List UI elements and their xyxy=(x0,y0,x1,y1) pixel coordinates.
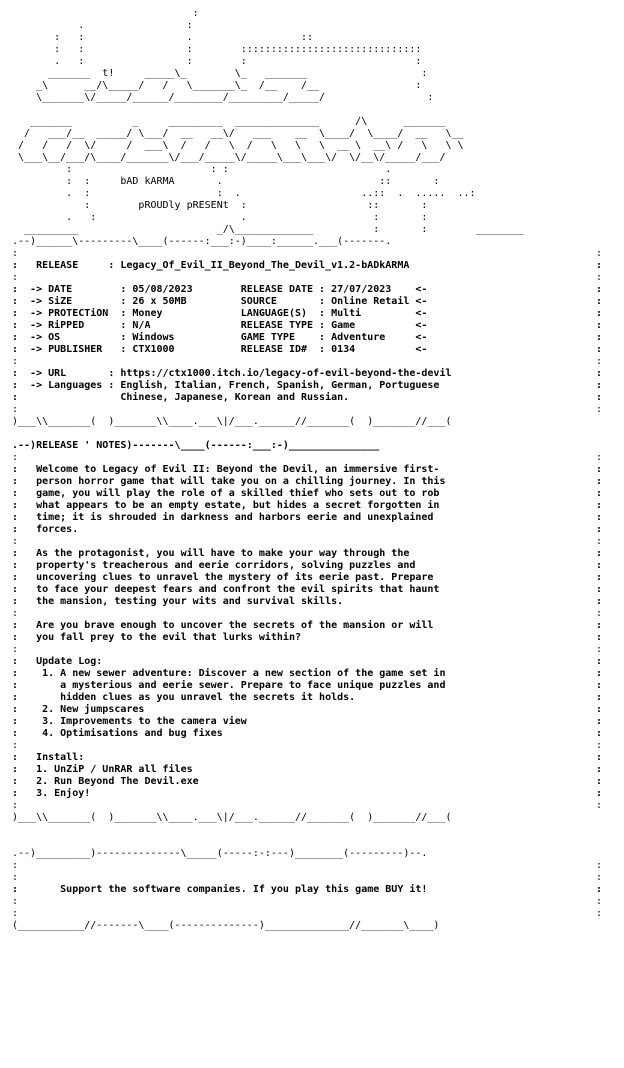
notes-paragraph-line: : to face your deepest fears and confront the evil spirits that haunt : xyxy=(12,584,603,595)
box-spacer: : : xyxy=(12,896,603,907)
box-spacer: : : xyxy=(12,248,603,259)
notes-paragraph-line: : time; it is shrouded in darkness and harbors eerie and unexplained : xyxy=(12,512,603,523)
update-log-item: : 3. Improvements to the camera view : xyxy=(12,716,603,727)
ascii-logo xyxy=(12,8,618,236)
release-info-box xyxy=(12,236,618,440)
notes-paragraph-line: : uncovering clues to unravel the mystery of its eerie past. Prepare : xyxy=(12,572,603,583)
ascii-logo-line: : : : . xyxy=(12,164,392,175)
box-spacer: : : xyxy=(12,872,603,883)
box-spacer: : : xyxy=(12,644,603,655)
update-log-title: : Update Log: : xyxy=(12,656,603,667)
languages-row-2: : Chinese, Japanese, Korean and Russian. : xyxy=(12,392,603,403)
notes-paragraph-line: : property's treacherous and eerie corridors, solving puzzles and : xyxy=(12,560,603,571)
ascii-logo-line xyxy=(12,104,618,116)
ascii-logo-line: . : . : : xyxy=(12,212,428,223)
box-gap xyxy=(12,836,618,848)
ascii-logo-line: : xyxy=(12,8,199,19)
notes-paragraph-line: : Welcome to Legacy of Evil II: Beyond the Devil, an immersive first- : xyxy=(12,464,603,475)
box-spacer: : : xyxy=(12,404,603,415)
support-message: : Support the software companies. If you play this game BUY it! : xyxy=(12,884,603,895)
install-item: : 2. Run Beyond The Devil.exe : xyxy=(12,776,603,787)
box-gap xyxy=(12,824,618,836)
notes-paragraph-line: : game, you will play the role of a skilled thief who sets out to rob : xyxy=(12,488,603,499)
ascii-logo-line: \___\__/___/\____/_______\/___/_____\/_____\___\___\/ \/__\/_____/___/ xyxy=(12,152,446,163)
ascii-logo-line: : : : :::::::::::::::::::::::::::::: xyxy=(12,44,422,55)
release-field-row: : -> RiPPED : N/A RELEASE TYPE : Game <- : xyxy=(12,320,603,331)
release-name-row: : RELEASE : Legacy_Of_Evil_II_Beyond_The_Devil_v1.2-bADkARMA : xyxy=(12,260,603,271)
update-log-item: : hidden clues as you unravel the secrets it holds. : xyxy=(12,692,603,703)
support-box xyxy=(12,848,618,932)
box-spacer: : : xyxy=(12,608,603,619)
ascii-logo-line: \_______\/_____/______/________/_________/_____/ : xyxy=(12,92,434,103)
notes-paragraph-line: : what appears to be an empty estate, but hides a secret forgotten in : xyxy=(12,500,603,511)
install-title: : Install: : xyxy=(12,752,603,763)
release-field-row: : -> PROTECTiON : Money LANGUAGE(S) : Multi <- : xyxy=(12,308,603,319)
ascii-logo-line: _________ _/\_____________ : : ________ xyxy=(12,224,524,235)
notes-paragraph-line: : forces. : xyxy=(12,524,603,535)
nfo-document xyxy=(12,8,618,1060)
url-row: : -> URL : https://ctx1000.itch.io/legacy-of-evil-beyond-the-devil : xyxy=(12,368,603,379)
release-notes-box xyxy=(12,440,618,848)
ascii-logo-line: / ___/__ _____/ \___/ __ __\/ ___ __ \____/ \____/ __ \__ xyxy=(12,128,464,139)
ascii-logo-line: _______ _ _________ ______________ /\ _______ xyxy=(12,116,446,127)
notes-paragraph-line: : As the protagonist, you will have to make your way through the : xyxy=(12,548,603,559)
notes-header: .--)RELEASE ' NOTES)-------\____(------:___:-)_______________ xyxy=(12,440,380,451)
box-spacer: : : xyxy=(12,272,603,283)
box-gap xyxy=(12,428,618,440)
box-spacer: : : xyxy=(12,452,603,463)
update-log-item: : a mysterious and eerie sewer. Prepare to face unique puzzles and : xyxy=(12,680,603,691)
languages-row: : -> Languages : English, Italian, French, Spanish, German, Portuguese : xyxy=(12,380,603,391)
ascii-logo-line: : : bAD kARMA . :: : xyxy=(12,176,440,187)
ascii-logo-line: _\ __/\_____/ / \_______\_ /__ /__ : xyxy=(12,80,422,91)
release-field-row: : -> OS : Windows GAME TYPE : Adventure <- : xyxy=(12,332,603,343)
release-field-row: : -> SiZE : 26 x 50MB SOURCE : Online Retail <- : xyxy=(12,296,603,307)
ascii-logo-line: . : : : : xyxy=(12,56,422,67)
release-field-row: : -> DATE : 05/08/2023 RELEASE DATE : 27/07/2023 <- : xyxy=(12,284,603,295)
box-border-top: .--)______\---------\____(------:___:-)____:______.___(-------. xyxy=(12,236,392,247)
install-item: : 3. Enjoy! : xyxy=(12,788,603,799)
box-spacer: : : xyxy=(12,356,603,367)
ascii-logo-line: : : . :: xyxy=(12,32,314,43)
notes-paragraph-line: : the mansion, testing your wits and survival skills. : xyxy=(12,596,603,607)
box-spacer: : : xyxy=(12,740,603,751)
box-spacer: : : xyxy=(12,860,603,871)
ascii-logo-line: . : : . ..:: . ..... ..: xyxy=(12,188,476,199)
box-spacer: : : xyxy=(12,800,603,811)
ascii-logo-line: / / / \/ / ___\ / / \ / \ \ \ __ \ __\ / \ \ \ xyxy=(12,140,464,151)
box-border-bottom: (___________//-------\____(--------------)______________//_______\____) xyxy=(12,920,440,931)
box-border-bottom: )___\\_______( )_______\\____.___\|/___.______//_______( )_______//___( xyxy=(12,812,452,823)
box-spacer: : : xyxy=(12,536,603,547)
update-log-item: : 2. New jumpscares : xyxy=(12,704,603,715)
box-spacer: : : xyxy=(12,908,603,919)
ascii-logo-line: . : xyxy=(12,20,193,31)
ascii-logo-line: : pROUDly pRESENt : :: : xyxy=(12,200,428,211)
update-log-item: : 4. Optimisations and bug fixes : xyxy=(12,728,603,739)
ascii-logo-line: _______ t! _____\_ \_ _______ : xyxy=(12,68,428,79)
release-field-row: : -> PUBLISHER : CTX1000 RELEASE ID# : 0134 <- : xyxy=(12,344,603,355)
notes-paragraph-line: : you fall prey to the evil that lurks within? : xyxy=(12,632,603,643)
box-border-bottom: )___\\_______( )_______\\____.___\|/___.______//_______( )_______//___( xyxy=(12,416,452,427)
notes-paragraph-line: : Are you brave enough to uncover the secrets of the mansion or will : xyxy=(12,620,603,631)
notes-paragraph-line: : person horror game that will take you on a chilling journey. In this : xyxy=(12,476,603,487)
box-border-top: .--)_________)--------------\_____(-----:-:---)________(---------)--. xyxy=(12,848,428,859)
install-item: : 1. UnZiP / UnRAR all files : xyxy=(12,764,603,775)
update-log-item: : 1. A new sewer adventure: Discover a new section of the game set in : xyxy=(12,668,603,679)
